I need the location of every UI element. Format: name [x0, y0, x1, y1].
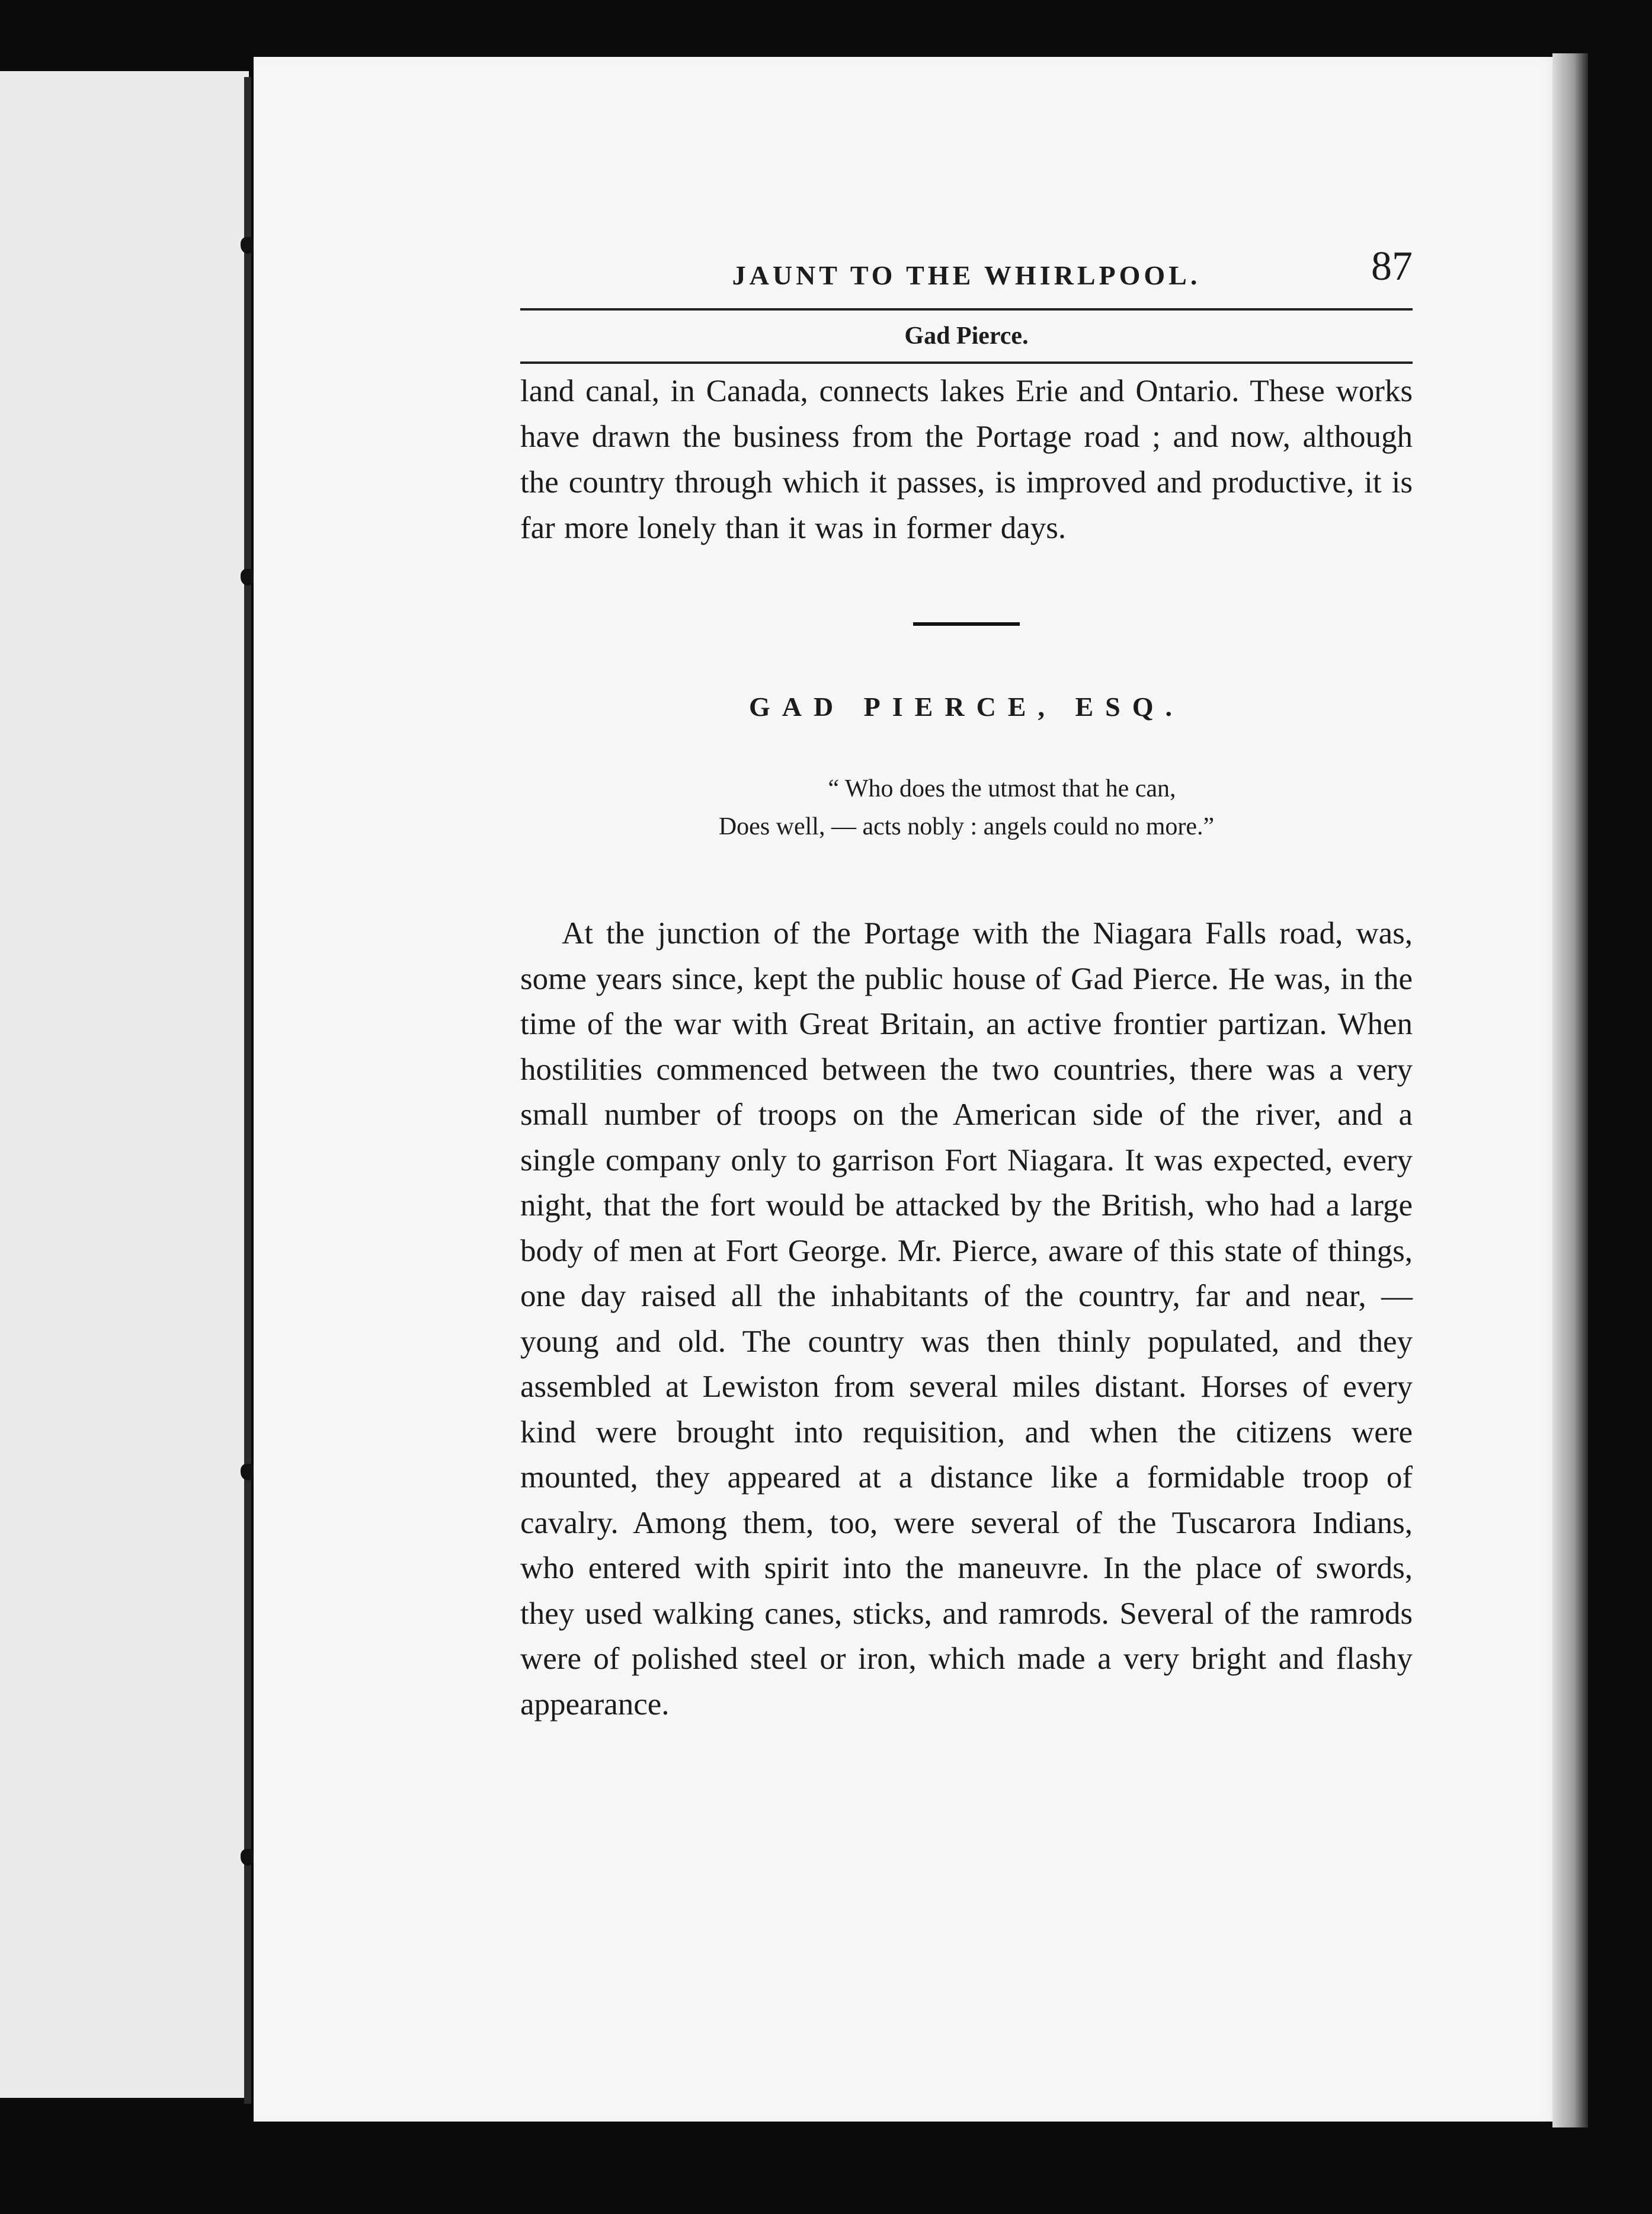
header-rule-bottom	[520, 361, 1413, 364]
continuation-paragraph: land canal, in Canada, connects lakes Erie and Ontario. These works have drawn the business from the Portage road ; and now, although the country through which it passes, is improved and productive, it is far more lonely than it was in former days.	[520, 374, 1413, 545]
section-separator	[913, 622, 1020, 626]
previous-page-edge	[0, 71, 249, 2098]
epigraph	[520, 770, 1413, 846]
running-title: JAUNT TO THE WHIRLPOOL.	[732, 260, 1201, 290]
page-content	[520, 243, 1413, 1727]
book-gutter	[244, 77, 251, 2104]
page-right-edge	[1552, 53, 1588, 2127]
running-head	[520, 243, 1413, 308]
epigraph-line: Does well, — acts nobly : angels could no more.”	[718, 813, 1215, 840]
chapter-paragraph: At the junction of the Portage with the Niagara Falls road, was, some years since, kept the public house of Gad Pierce. He was, in the time of the war with Great Britain, an active frontier partizan. When hostilities commenced between the two countries, there was a very small number of troops on the American side of the river, and a single company only to garrison Fort Niagara. It was expected, every night, that the fort would be attacked by the British, who had a large body of men at Fort George. Mr. Pierce, aware of this state of things, one day raised all the inhabitants of the country, far and near, — young and old. The country was then thinly populated, and they assembled at Lewiston from several miles distant. Horses of every kind were brought into requisition, and when the citizens were mounted, they appeared at a distance like a formidable troop of cavalry. Among them, too, were several of the Tuscarora Indians, who entered with spirit into the maneuvre. In the place of swords, they used walking canes, sticks, and ramrods. Several of the ramrods were of polished steel or iron, which made a very bright and flashy appearance.	[520, 916, 1413, 1722]
page-number: 87	[1371, 244, 1413, 289]
section-label: Gad Pierce.	[904, 322, 1029, 350]
chapter-title: GAD PIERCE, ESQ.	[748, 692, 1184, 722]
epigraph-line: “ Who does the utmost that he can,	[828, 775, 1176, 802]
